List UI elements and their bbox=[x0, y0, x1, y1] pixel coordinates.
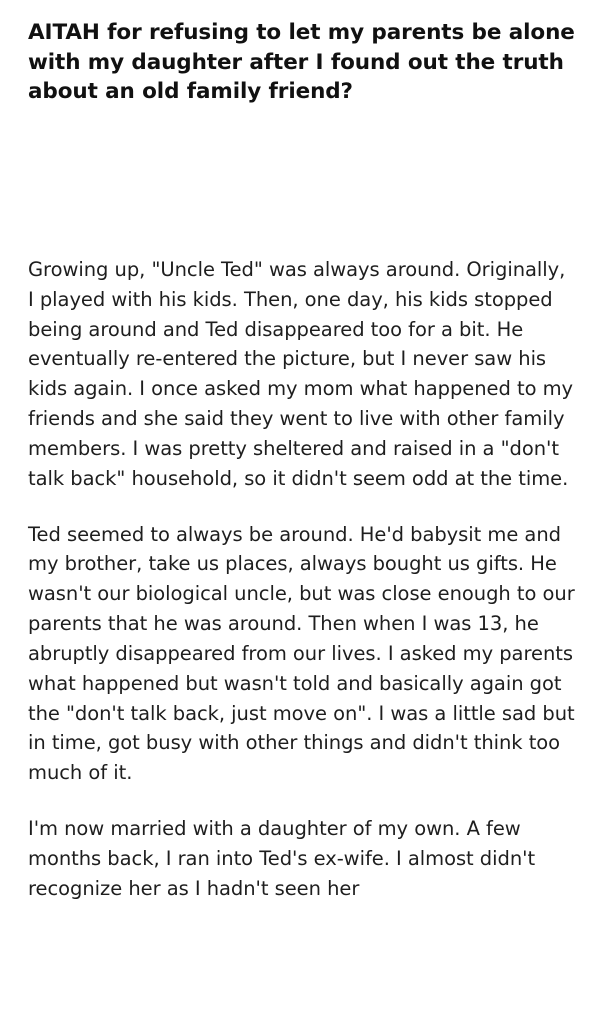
post-paragraph: Ted seemed to always be around. He'd babysit me and my brother, take us places, always bought us gifts. He wasn't our biological uncle, but was close enough to our parents that he was around. Then when I was 13, he abruptly disappeared from our lives. I asked my parents what happened but wasn't told and basically again got the "don't talk back, just move on". I was a little sad but in time, got busy with other things and didn't think too much of it. bbox=[28, 522, 581, 785]
post-title: AITAH for refusing to let my parents be alone with my daughter after I found out the truth about an old family friend? bbox=[28, 20, 575, 105]
post-paragraph: Growing up, "Uncle Ted" was always around. Originally, I played with his kids. Then, one day, his kids stopped being around and Ted disappeared too for a bit. He eventually re-entered the picture, but I never saw his kids again. I once asked my mom what happened to my friends and she said they went to live with other family members. I was pretty sheltered and raised in a "don't talk back" household, so it didn't seem odd at the time. bbox=[28, 257, 580, 490]
post-paragraph: I'm now married with a daughter of my own. A few months back, I ran into Ted's ex-wife. I almost didn't recognize her as I hadn't seen her bbox=[28, 817, 542, 900]
title-body-spacer bbox=[28, 107, 576, 255]
post-body bbox=[28, 255, 581, 904]
